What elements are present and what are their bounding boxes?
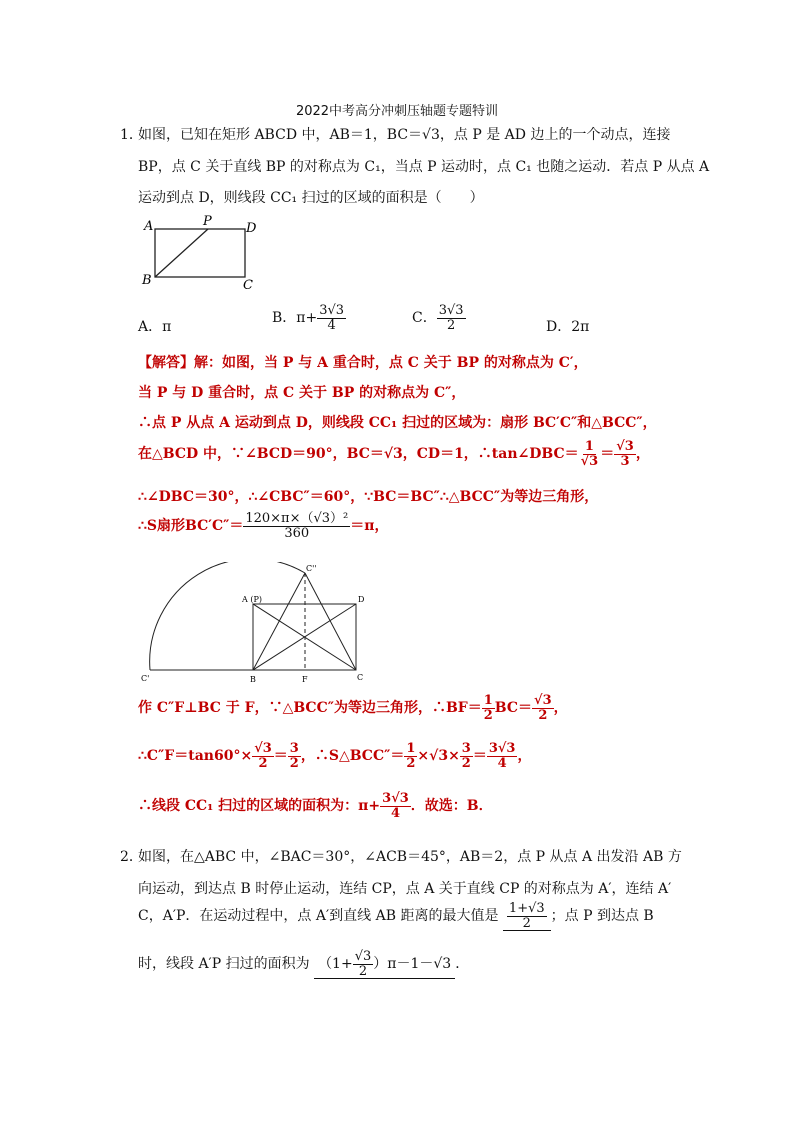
q1-line1: 如图，已知在矩形 ABCD 中，AB＝1，BC＝√3，点 P 是 AD 边上的一个动点，连接	[138, 127, 671, 143]
q2-line1: 如图，在△ABC 中，∠BAC＝30°，∠ACB＝45°，AB＝2，点 P 从点 A 出发沿 AB 方	[138, 849, 682, 865]
label-b2: B	[250, 675, 256, 684]
solution-line4: 在△BCD 中，∵∠BCD＝90°，BC＝√3，CD＝1，∴tan∠DBC＝ $\frac{1}{√3}$ ＝ $\frac{√3}{3}$ ，	[138, 439, 650, 469]
q2-line4: 时，线段 A′P 扫过的面积为 （1+ $\frac{√3}{2}$ ）π－1－√3 ．	[138, 949, 470, 979]
segment-bp	[155, 229, 208, 277]
q2-line3: C，A′P．在运动过程中，点 A′到直线 AB 距离的最大值是 $\frac{1+√3}{2}$ ；点 P 到达点 B	[138, 901, 654, 931]
q1-number: 1．	[120, 127, 143, 143]
label-d: D	[246, 221, 257, 236]
option-a: A．π	[138, 319, 172, 335]
solution-line2: 当 P 与 D 重合时，点 C 关于 BP 的对称点为 C″，	[138, 385, 466, 401]
solution-line5: ∴∠DBC＝30°，∴∠CBC″＝60°，∵BC＝BC″∴△BCC″为等边三角形，	[138, 489, 599, 505]
solution-line7: 作 C″F⊥BC 于 F，∵△BCC″为等边三角形，∴BF＝ $\frac{1}{2}$ BC＝ $\frac{√3}{2}$ ，	[138, 693, 568, 723]
document-title: 2022中考高分冲刺压轴题专题特训	[295, 104, 499, 119]
label-a: A	[144, 219, 154, 234]
solution-line6: ∴S扇形BC′C″＝ $\frac{\text{120×π×（√3）²}}{360}$ ＝π，	[138, 511, 389, 541]
option-d: D．2π	[546, 319, 590, 335]
label-c2: C	[357, 673, 364, 682]
q1-solution-figure	[138, 562, 378, 690]
answer-blank-2: （1+ $\frac{√3}{2}$ ）π－1－√3	[314, 950, 455, 979]
q2-number: 2．	[120, 849, 143, 865]
label-c: C	[243, 278, 253, 293]
q1-rectangle-figure	[135, 212, 265, 294]
label-p: P	[203, 214, 212, 229]
answer-blank-1: $\frac{1+√3}{2}$	[503, 902, 551, 931]
q1-line3: 运动到点 D，则线段 CC₁ 扫过的区域的面积是（ ）	[138, 190, 484, 206]
label-c-double-prime: C''	[306, 564, 317, 573]
segment-cc2	[305, 573, 356, 670]
q2-line2: 向运动，到达点 B 时停止运动，连结 CP，点 A 关于直线 CP 的对称点为 A′，连结 A′	[138, 881, 672, 897]
label-c-prime: C'	[141, 674, 150, 683]
segment-bc2	[253, 573, 305, 670]
label-d2: D	[358, 595, 365, 604]
label-b: B	[142, 273, 152, 288]
label-a-p: A (P)	[242, 595, 262, 604]
option-c: C． $\frac{3√3}{2}$	[412, 303, 464, 333]
label-f: F	[302, 675, 308, 684]
solution-line8: ∴C″F＝tan60°× $\frac{√3}{2}$ ＝ $\frac{3}{2}$ ，∴S△BCC″＝ $\frac{1}{2}$ ×√3× $\frac{3}{2}$ ＝ $\frac{3√3}{4}$ ，	[138, 741, 532, 771]
solution-line3: ∴点 P 从点 A 运动到点 D，则线段 CC₁ 扫过的区域为：扇形 BC′C″和△BCC″，	[138, 415, 657, 431]
solution-line9: ∴线段 CC₁ 扫过的区域的面积为：π+ $\frac{3√3}{4}$ ．故选：B．	[138, 791, 493, 821]
q1-line2: BP，点 C 关于直线 BP 的对称点为 C₁，当点 P 运动时，点 C₁ 也随之运动．若点 P 从点 A	[138, 159, 710, 175]
solution-line1: 【解答】解：如图，当 P 与 A 重合时，点 C 关于 BP 的对称点为 C′，	[138, 355, 588, 371]
option-b: B．π+ $\frac{3√3}{4}$	[272, 303, 345, 333]
